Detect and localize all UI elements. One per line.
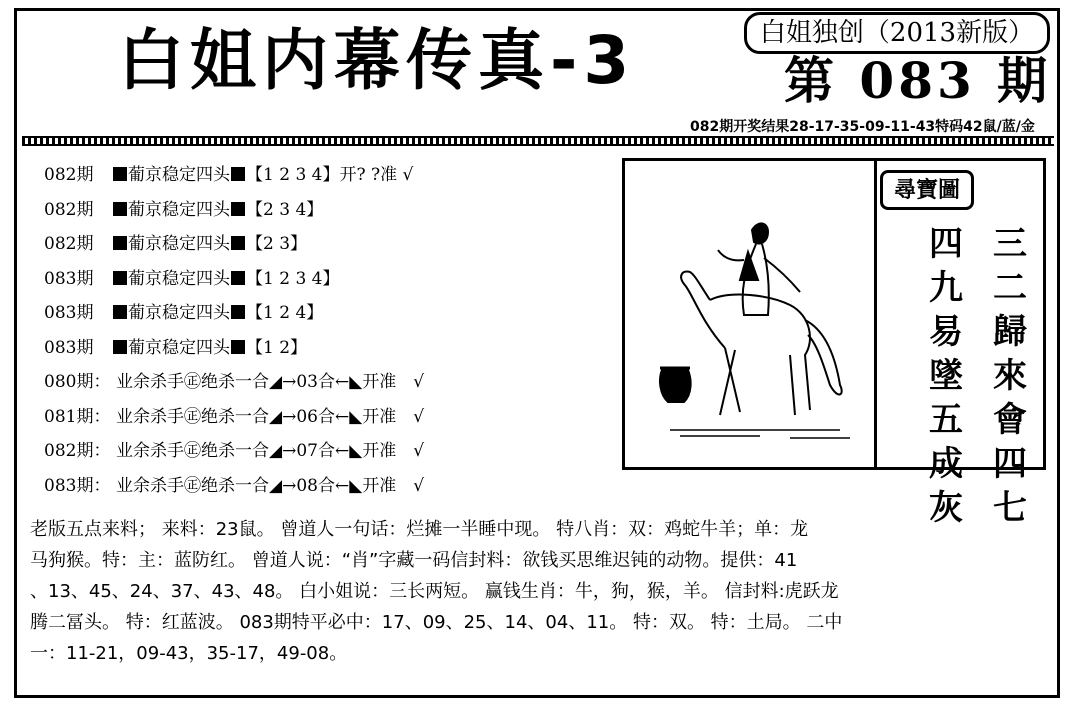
previous-result: 082期开奖结果28-17-35-09-11-43特码42鼠/蓝/金	[690, 119, 1035, 135]
list-item: 083期 葡京稳定四头 【1 2】	[44, 337, 308, 358]
list-item: 081期： 业余杀手㊣绝杀一合◢→06合←◣开准 √	[44, 406, 425, 427]
poem-column-1: 三二歸來會四七	[993, 224, 1027, 528]
paragraph-line: 、13、45、24、37、43、48。 白小姐说：三长两短。 赢钱生肖：牛，狗，猴，羊。 信封料:虎跃龙	[30, 581, 839, 602]
list-item: 082期 葡京稳定四头 【1 2 3 4】开? ?准 √	[44, 165, 414, 185]
panel-divider	[874, 161, 877, 467]
list-item: 082期 葡京稳定四头 【2 3 4】	[44, 199, 324, 220]
paragraph-line: 一：11-21，09-43，35-17，49-08。	[30, 643, 348, 664]
poem-column-2: 四九易墜五成灰	[929, 224, 963, 528]
prediction-list	[44, 158, 424, 503]
paragraph-line: 腾二冨头。 特：红蓝波。 083期特平必中：17、09、25、14、04、11。 特：双。 特：土局。 二中	[30, 612, 843, 633]
rider-illustration	[640, 180, 868, 452]
list-item: 083期 葡京稳定四头 【1 2 4】	[44, 303, 324, 323]
treasure-map-label: 尋寶圖	[880, 170, 974, 210]
list-item: 083期： 业余杀手㊣绝杀一合◢→08合←◣开准 √	[44, 475, 425, 496]
edition-badge: 白姐独创（2013新版）	[744, 12, 1050, 54]
issue-number: 第 083 期	[784, 51, 1052, 110]
paragraph-line: 老版五点来料； 来料：23鼠。 曾道人一句话：烂摊一半睡中现。 特八肖：双：鸡蛇牛羊；单：龙	[30, 519, 809, 540]
list-item: 082期： 业余杀手㊣绝杀一合◢→07合←◣开准 √	[44, 441, 425, 461]
paragraph-line: 马狗猴。特：主：蓝防红。 曾道人说：“肖”字藏一码信封料：欲钱买思维迟钝的动物。提供：41	[30, 550, 798, 571]
divider	[22, 136, 1054, 146]
list-item: 082期 葡京稳定四头 【2 3】	[44, 234, 308, 254]
list-item: 080期： 业余杀手㊣绝杀一合◢→03合←◣开准 √	[44, 372, 425, 392]
list-item: 083期 葡京稳定四头 【1 2 3 4】	[44, 268, 340, 289]
page-title: 白姐内幕传真-3	[118, 22, 636, 99]
info-paragraph	[30, 514, 1042, 669]
